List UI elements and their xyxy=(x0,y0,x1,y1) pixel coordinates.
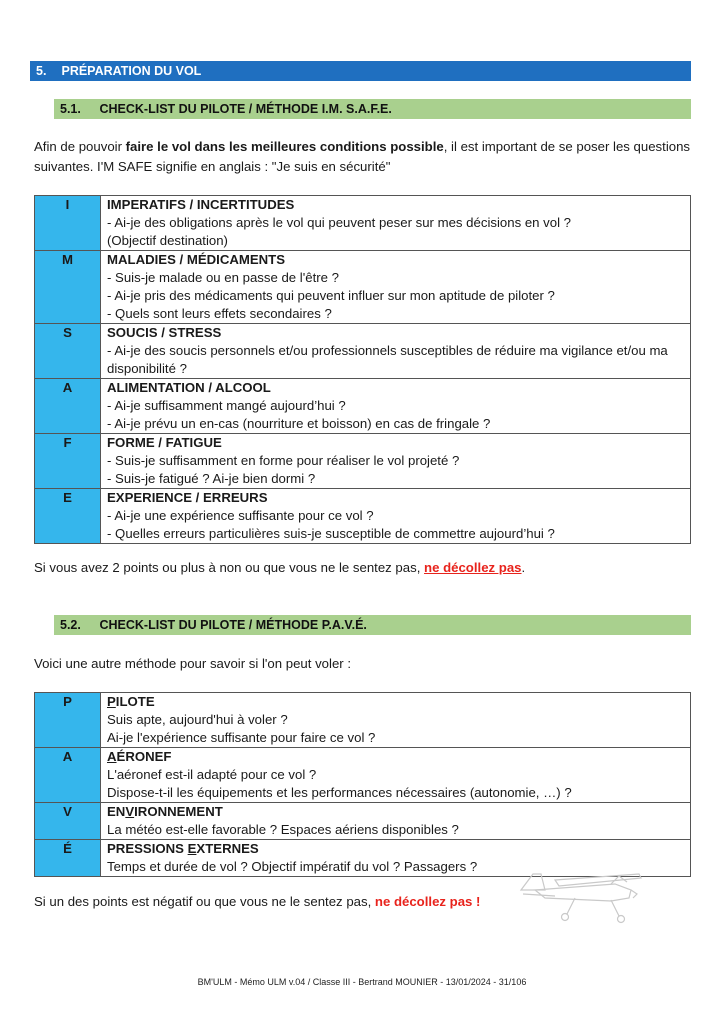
checklist-letter: A xyxy=(35,379,101,434)
intro-paragraph-pave: Voici une autre méthode pour savoir si l'on peut voler : xyxy=(34,656,352,671)
checklist-item-title xyxy=(107,748,686,766)
checklist-item-line: - Ai-je des obligations après le vol qui peuvent peser sur mes décisions en vol ? xyxy=(107,215,572,230)
subsection-heading-imsafe xyxy=(54,99,691,119)
warning-text: Si un des points est négatif ou que vous ne le sentez pas, xyxy=(34,894,375,909)
checklist-item-line: - Ai-je suffisamment mangé aujourd’hui ? xyxy=(107,398,346,413)
title-prefix: EN xyxy=(107,804,126,819)
intro-text: Afin de pouvoir xyxy=(34,139,126,154)
checklist-content xyxy=(101,489,691,544)
checklist-content xyxy=(101,748,691,803)
checklist-row xyxy=(35,693,691,748)
checklist-item-line: (Objectif destination) xyxy=(107,233,228,248)
title-suffix: ÉRONEF xyxy=(116,749,172,764)
checklist-letter: A xyxy=(35,748,101,803)
subsection-heading-pave xyxy=(54,615,691,635)
title-underlined-letter: P xyxy=(107,694,116,709)
checklist-content xyxy=(101,324,691,379)
checklist-item-line: - Suis-je suffisamment en forme pour réaliser le vol projeté ? xyxy=(107,453,460,468)
intro-bold-text: faire le vol dans les meilleures conditions possible xyxy=(125,139,444,154)
checklist-item-title: IMPERATIFS / INCERTITUDES xyxy=(107,197,295,212)
checklist-item-line: - Ai-je une expérience suffisante pour ce vol ? xyxy=(107,508,374,523)
checklist-row xyxy=(35,196,691,251)
checklist-content xyxy=(101,693,691,748)
warning-text: Si vous avez 2 points ou plus à non ou que vous ne le sentez pas, xyxy=(34,560,425,575)
checklist-letter: V xyxy=(35,803,101,840)
checklist-item-title: EXPERIENCE / ERREURS xyxy=(107,490,268,505)
section-number: 5. xyxy=(36,64,47,78)
page-footer: BM'ULM - Mémo ULM v.04 / Classe III - Bertrand MOUNIER - 13/01/2024 - 31/106 xyxy=(197,977,527,987)
title-underlined-letter: A xyxy=(107,749,117,764)
checklist-item-line: L'aéronef est-il adapté pour ce vol ? xyxy=(107,767,317,782)
checklist-item-line: - Ai-je pris des médicaments qui peuvent influer sur mon aptitude de piloter ? xyxy=(107,288,555,303)
intro-text-end: , il est important de se poser les questions suivantes. I'M SAFE signifie en anglais : "Je suis en sécurité" xyxy=(34,139,691,174)
checklist-item-line: - Suis-je malade ou en passe de l'être ? xyxy=(107,270,339,285)
checklist-item-title xyxy=(107,840,686,858)
subsection-title: CHECK-LIST DU PILOTE / MÉTHODE I.M. S.A.F.E. xyxy=(99,102,392,116)
warning-red-text: ne décollez pas ! xyxy=(374,894,481,909)
section-heading xyxy=(30,61,691,81)
subsection-title: CHECK-LIST DU PILOTE / MÉTHODE P.A.V.É. xyxy=(99,618,367,632)
checklist-item-line: - Quels sont leurs effets secondaires ? xyxy=(107,306,332,321)
checklist-letter: E xyxy=(35,489,101,544)
checklist-item-line: - Ai-je prévu un en-cas (nourriture et boisson) en cas de fringale ? xyxy=(107,416,491,431)
checklist-content xyxy=(101,379,691,434)
checklist-letter: É xyxy=(35,840,101,877)
checklist-letter: I xyxy=(35,196,101,251)
title-suffix: IRONNEMENT xyxy=(134,804,223,819)
checklist-letter: S xyxy=(35,324,101,379)
checklist-row xyxy=(35,324,691,379)
title-underlined-letter: V xyxy=(125,804,135,819)
checklist-row xyxy=(35,251,691,324)
checklist-row xyxy=(35,803,691,840)
checklist-row xyxy=(35,748,691,803)
checklist-content xyxy=(101,434,691,489)
checklist-item-line: Suis apte, aujourd'hui à voler ? xyxy=(107,712,288,727)
title-underlined-letter: E xyxy=(187,841,197,856)
checklist-item-title: SOUCIS / STRESS xyxy=(107,325,222,340)
warning-paragraph-imsafe xyxy=(34,558,690,578)
checklist-content xyxy=(101,251,691,324)
checklist-row xyxy=(35,434,691,489)
checklist-content xyxy=(101,803,691,840)
checklist-item-title xyxy=(107,803,686,821)
checklist-letter: F xyxy=(35,434,101,489)
checklist-item-line: Ai-je l'expérience suffisante pour faire ce vol ? xyxy=(107,730,376,745)
pave-checklist-table xyxy=(34,692,691,877)
subsection-number: 5.1. xyxy=(60,102,81,116)
section-title: PRÉPARATION DU VOL xyxy=(61,64,202,78)
title-prefix: PRESSIONS xyxy=(107,841,188,856)
intro-paragraph-imsafe xyxy=(34,137,690,177)
title-suffix: ILOTE xyxy=(115,694,155,709)
checklist-item-line: - Quelles erreurs particulières suis-je susceptible de commettre aujourd’hui ? xyxy=(107,526,555,541)
warning-period: . xyxy=(521,560,526,575)
checklist-item-title: FORME / FATIGUE xyxy=(107,435,222,450)
checklist-content xyxy=(101,196,691,251)
imsafe-checklist-table xyxy=(34,195,691,544)
checklist-item-line: - Ai-je des soucis personnels et/ou professionnels susceptibles de réduire ma vigilance et/ou ma disponibilité ? xyxy=(107,343,668,376)
checklist-letter: M xyxy=(35,251,101,324)
subsection-number: 5.2. xyxy=(60,618,81,632)
checklist-item-line: Temps et durée de vol ? Objectif impératif du vol ? Passagers ? xyxy=(107,859,478,874)
checklist-letter: P xyxy=(35,693,101,748)
checklist-row xyxy=(35,489,691,544)
checklist-item-line: Dispose-t-il les équipements et les performances nécessaires (autonomie, …) ? xyxy=(107,785,572,800)
warning-paragraph-pave xyxy=(34,892,690,912)
title-suffix: XTERNES xyxy=(196,841,259,856)
checklist-item-line: - Suis-je fatigué ? Ai-je bien dormi ? xyxy=(107,471,316,486)
checklist-item-title: ALIMENTATION / ALCOOL xyxy=(107,380,271,395)
checklist-item-line: La météo est-elle favorable ? Espaces aériens disponibles ? xyxy=(107,822,459,837)
checklist-row xyxy=(35,379,691,434)
checklist-item-title xyxy=(107,693,686,711)
warning-red-text: ne décollez pas xyxy=(424,560,522,575)
checklist-item-title: MALADIES / MÉDICAMENTS xyxy=(107,252,286,267)
